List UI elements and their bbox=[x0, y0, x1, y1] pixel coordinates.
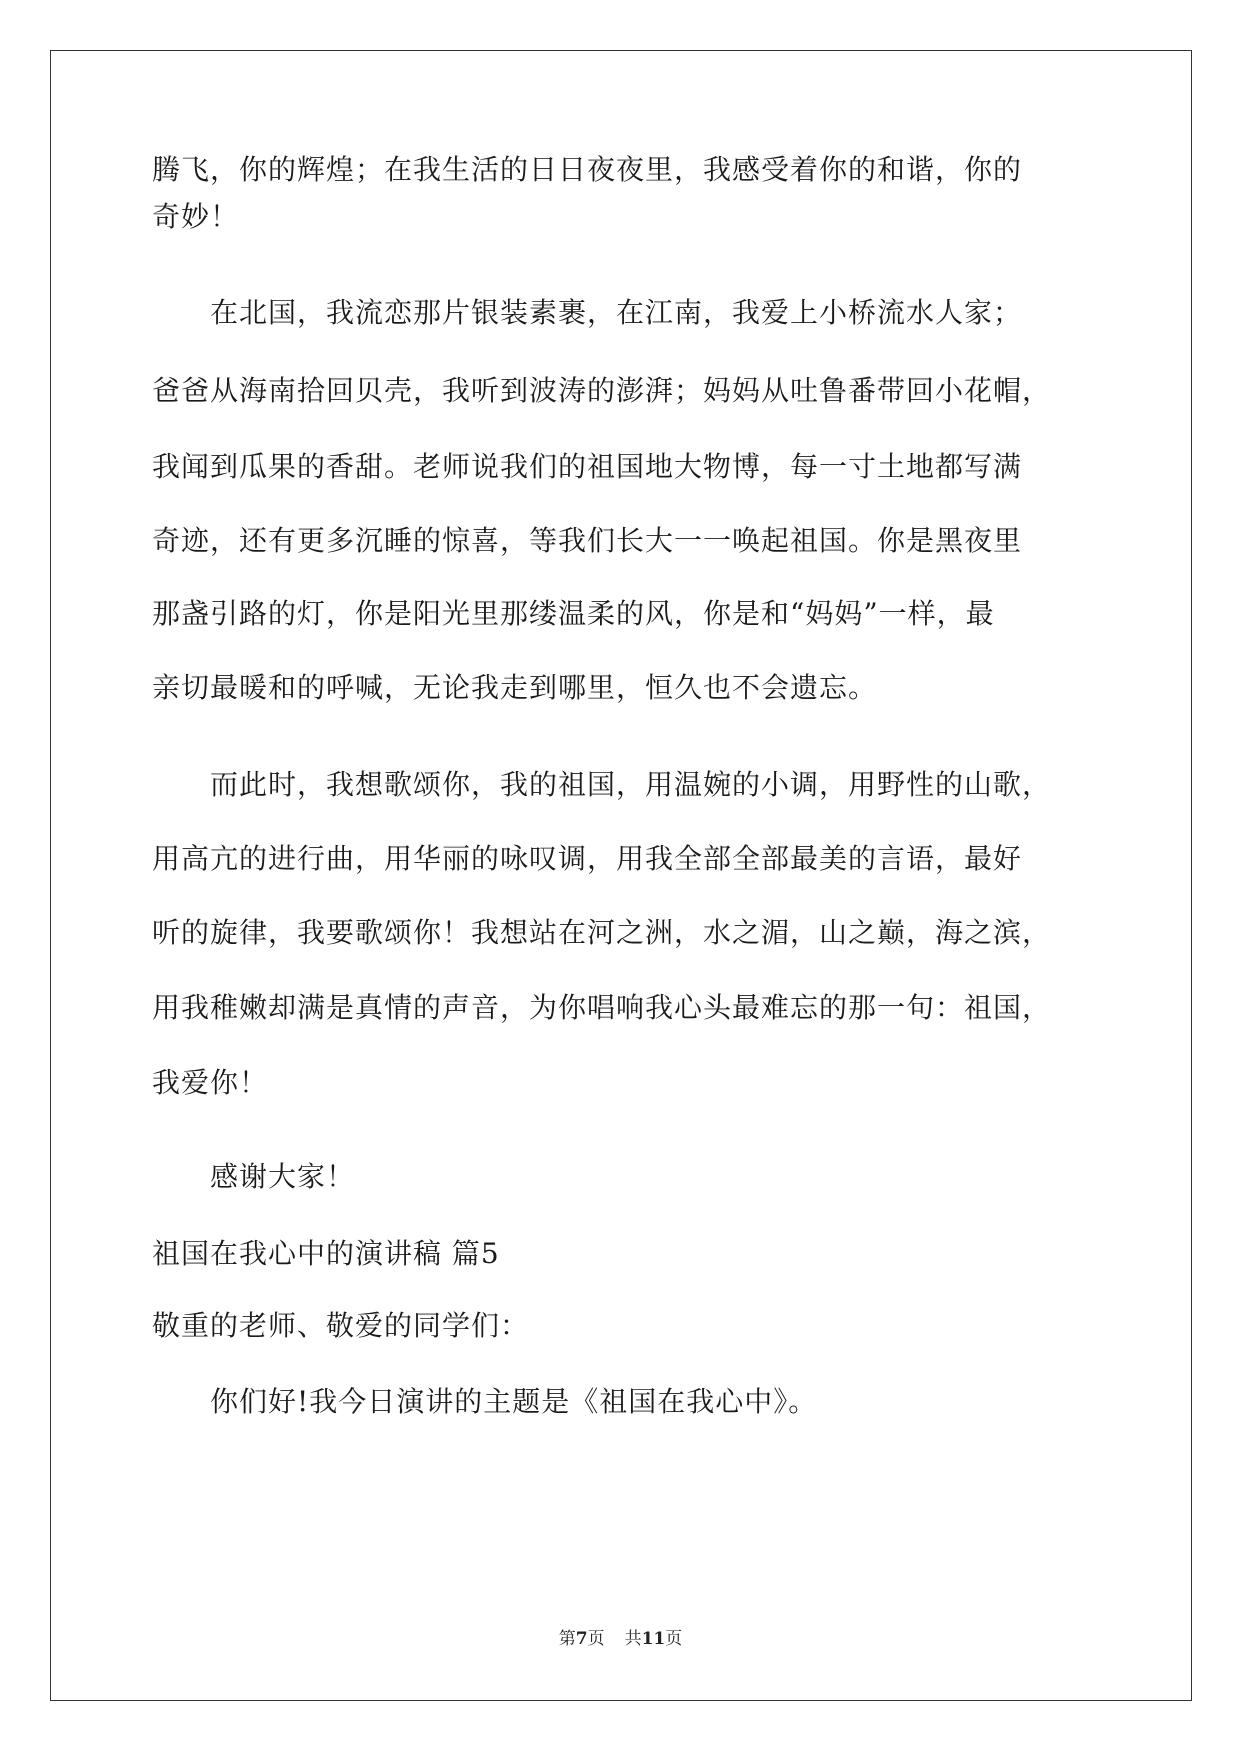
section-heading: 祖国在我心中的演讲稿 篇5 bbox=[152, 1237, 500, 1270]
text-line: 亲切最暖和的呼喊，无论我走到哪里，恒久也不会遗忘。 bbox=[152, 671, 878, 704]
total-prefix: 共 bbox=[624, 1629, 642, 1649]
text-line: 在北国，我流恋那片银装素裹，在江南，我爱上小桥流水人家； bbox=[152, 296, 1023, 329]
text-line: 你们好!我今日演讲的主题是《祖国在我心中》。 bbox=[152, 1385, 818, 1418]
text-line: 那盏引路的灯，你是阳光里那缕温柔的风，你是和“妈妈”一样，最 bbox=[152, 597, 995, 630]
text-line: 用我稚嫩却满是真情的声音，为你唱响我心头最难忘的那一句：祖国， bbox=[152, 991, 1052, 1024]
salutation: 敬重的老师、敬爱的同学们： bbox=[152, 1309, 530, 1342]
text-line: 而此时，我想歌颂你，我的祖国，用温婉的小调，用野性的山歌， bbox=[152, 768, 1052, 801]
text-line: 感谢大家！ bbox=[152, 1160, 356, 1193]
text-line: 爸爸从海南拾回贝壳，我听到波涛的澎湃；妈妈从吐鲁番带回小花帽， bbox=[152, 374, 1052, 407]
page-suffix: 页 bbox=[587, 1629, 605, 1649]
text-line: 用高亢的进行曲，用华丽的咏叹调，用我全部全部最美的言语，最好 bbox=[152, 842, 1023, 875]
page-number: 7 bbox=[575, 1629, 588, 1649]
text-line: 我闻到瓜果的香甜。老师说我们的祖国地大物博，每一寸土地都写满 bbox=[152, 450, 1023, 483]
text-line: 腾飞，你的辉煌；在我生活的日日夜夜里，我感受着你的和谐，你的 bbox=[152, 153, 1023, 186]
page-footer bbox=[0, 1628, 1241, 1650]
text-line: 奇妙！ bbox=[152, 200, 240, 233]
total-suffix: 页 bbox=[665, 1629, 683, 1649]
text-line: 奇迹，还有更多沉睡的惊喜，等我们长大一一唤起祖国。你是黑夜里 bbox=[152, 524, 1023, 557]
page-prefix: 第 bbox=[558, 1629, 576, 1649]
total-pages: 11 bbox=[641, 1629, 666, 1649]
text-line: 我爱你！ bbox=[152, 1066, 269, 1099]
text-line: 听的旋律，我要歌颂你！我想站在河之洲，水之湄，山之巅，海之滨， bbox=[152, 916, 1052, 949]
